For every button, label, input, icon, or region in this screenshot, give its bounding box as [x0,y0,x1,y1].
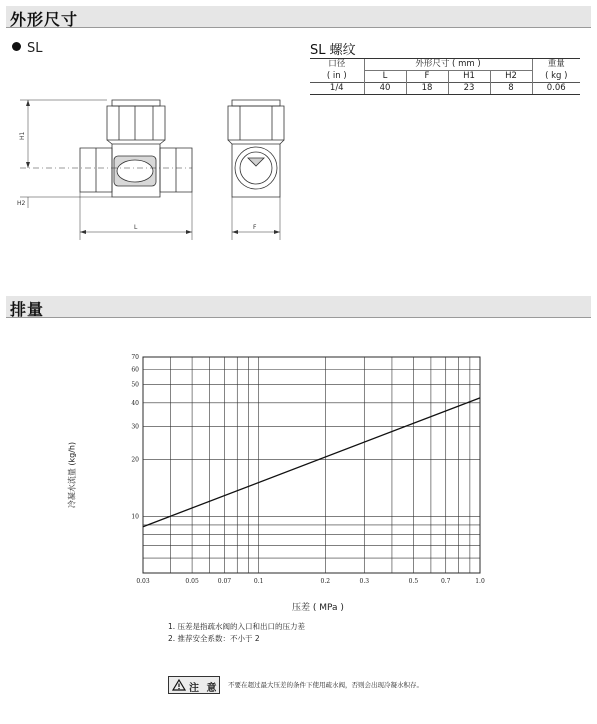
flow-rate-line [143,398,480,527]
cell-h1: 23 [448,83,490,95]
header-dimensions: 外形尺寸 ( mm ) [364,59,532,71]
x-tick-label: 0.03 [136,578,150,585]
col-f: F [406,71,448,83]
side-view-drawing [80,100,192,197]
y-tick-label: 40 [131,399,139,407]
y-tick-label: 50 [131,381,139,389]
col-h2: H2 [490,71,532,83]
y-tick-label: 30 [131,423,139,431]
y-tick-label: 10 [131,513,139,521]
h1-label: H1 [19,131,26,140]
y-tick-label: 70 [131,354,139,361]
spec-table-title: SL 螺纹 [310,43,356,58]
x-tick-label: 0.5 [408,578,419,585]
header-weight-unit: ( kg ) [532,71,580,83]
caution-badge [168,676,220,694]
model-name: SL [27,41,43,56]
section-title-dimensions: 外形尺寸 [10,10,79,29]
col-l: L [364,71,406,83]
model-label [12,41,43,56]
trap-dimension-drawing [0,60,300,245]
x-axis-title: 压差 ( MPa ) [292,603,344,613]
l-label: L [134,224,138,231]
h2-label: H2 [17,200,26,207]
cell-l: 40 [364,83,406,95]
plot-frame [143,357,480,573]
note-item: 1. 压差是指疏水阀的入口和出口的压力差 [168,622,306,631]
cell-h2: 8 [490,83,532,95]
header-weight: 重量 [532,59,580,71]
x-tick-label: 0.7 [440,578,451,585]
front-view-drawing [228,100,284,197]
section-title-flow: 排量 [10,300,45,319]
header-port: 口径 [310,59,364,71]
x-tick-label: 0.3 [359,578,370,585]
f-label: F [253,224,257,231]
cell-weight: 0.06 [532,83,580,95]
spec-table [310,58,580,95]
x-tick-label: 0.2 [320,578,331,585]
x-tick-label: 0.05 [185,578,199,585]
bullet-dot-icon [12,42,21,51]
header-port-unit: ( in ) [326,70,347,81]
x-tick-label: 1.0 [475,578,485,585]
y-tick-label: 20 [131,456,139,464]
x-tick-label: 0.1 [253,578,264,585]
flow-rate-chart [0,340,597,590]
section-header-dimensions [6,6,591,28]
caution-label: 注 意 [189,683,219,694]
note-item: 2. 推荐安全系数：不小于 2 [168,634,260,643]
table-row [310,83,580,95]
section-header-flow [6,296,591,318]
y-axis-title: 冷凝水流量 (kg/h) [67,441,77,509]
y-tick-label: 60 [131,366,139,374]
notes [168,621,305,645]
cell-port: 1/4 [310,83,364,95]
cell-f: 18 [406,83,448,95]
caution-text: 不要在超过最大压差的条件下使用疏水阀，否则会出现冷凝水积存。 [228,681,423,689]
x-tick-label: 0.07 [217,578,232,585]
warning-triangle-icon [172,679,186,691]
col-h1: H1 [448,71,490,83]
